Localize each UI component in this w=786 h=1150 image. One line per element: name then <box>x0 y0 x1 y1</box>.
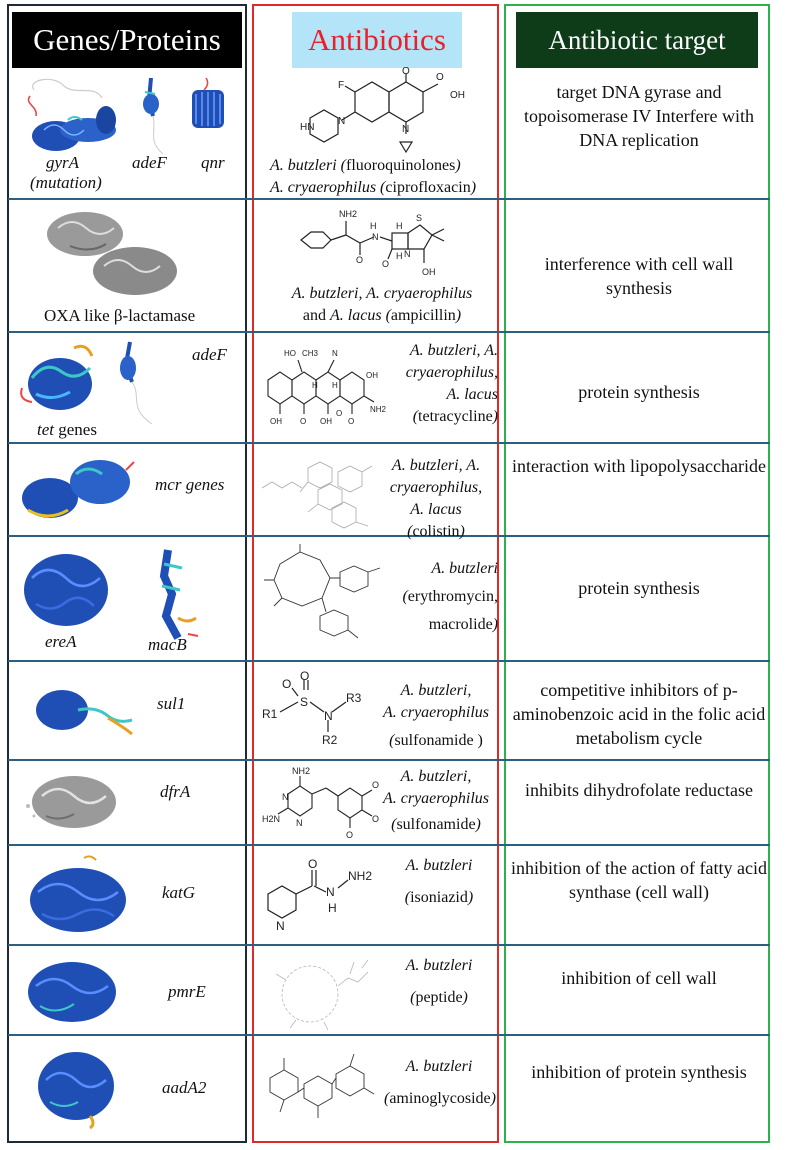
gene-label-qnr: qnr <box>201 153 225 172</box>
atom-label: OH <box>320 417 332 426</box>
atom-label: N <box>282 792 289 802</box>
erythromycin-structure <box>260 542 390 654</box>
protein-structure-pmre <box>18 952 128 1035</box>
atom-label: N <box>296 818 303 828</box>
atom-label: N <box>276 919 285 933</box>
atom-label: O <box>300 669 310 683</box>
atom-label: O <box>336 409 343 418</box>
gene-label-erea: ereA <box>45 632 77 651</box>
atom-label: H <box>396 221 403 231</box>
gene-label-pmre: pmrE <box>168 982 206 1001</box>
gene-label-sul1: sul1 <box>157 694 186 713</box>
atom-label: R1 <box>262 707 278 721</box>
aminoglycoside-structure <box>262 1044 378 1130</box>
atom-label: OH <box>366 371 378 380</box>
atom-label: O <box>402 66 410 77</box>
atom-label: O <box>346 830 354 840</box>
atom-label: O <box>436 72 444 83</box>
atom-label: R3 <box>346 691 362 705</box>
atom-label: N <box>402 124 410 135</box>
antibiotic-text-row8: A. butzleri (isoniazid) <box>404 857 474 906</box>
ampicillin-structure <box>296 205 466 280</box>
antibiotic-text-row1: A. butzleri (fluoroquinolones) A. cryaerophilus (ciprofloxacin) <box>270 157 477 196</box>
antibiotic-text-row2: A. butzleri, A. cryaerophilus and A. lacus (ampicillin) <box>291 285 473 324</box>
target-text-row9: inhibition of cell wall <box>561 968 717 988</box>
atom-label: O <box>356 255 364 265</box>
atom-label: O <box>282 677 292 691</box>
target-text-row8: inhibition of the action of fatty acid synthase (cell wall) <box>511 858 767 902</box>
antibiotic-text-row5: A. butzleri (erythromycin, macrolide) <box>402 560 498 633</box>
atom-label: H <box>328 901 337 915</box>
protein-structure-gyra <box>24 76 124 163</box>
tetracycline-structure <box>262 342 387 430</box>
antibiotic-text-row3: A. butzleri, A. cryaerophilus, A. lacus (tetracycline) <box>405 342 498 425</box>
atom-label: N <box>338 116 346 127</box>
protein-structure-erea <box>16 544 116 639</box>
target-text-row7: inhibits dihydrofolate reductase <box>525 780 753 800</box>
protein-structure-sul1 <box>28 674 138 745</box>
antibiotic-text-row4: A. butzleri, A. cryaerophilus, A. lacus (colistin) <box>389 457 483 540</box>
trimethoprim-structure <box>262 764 392 840</box>
atom-label: N <box>404 249 411 259</box>
protein-structure-dfra <box>18 766 138 845</box>
isoniazid-structure <box>262 854 372 934</box>
atom-label: CH3 <box>302 349 319 358</box>
target-text-row5: protein synthesis <box>578 578 700 598</box>
gene-label-macb: macB <box>148 635 187 654</box>
protein-structure-oxa <box>40 206 190 306</box>
ciprofloxacin-structure <box>300 66 470 157</box>
antibiotics-header: Antibiotics <box>292 12 462 68</box>
atom-label: O <box>382 259 390 269</box>
protein-structure-adef <box>133 76 173 161</box>
protein-structure-adef-2 <box>108 338 158 433</box>
atom-label: O <box>300 417 307 426</box>
atom-label: OH <box>422 267 436 277</box>
row-divider <box>8 660 770 662</box>
atom-label: H <box>312 381 318 390</box>
target-text-row10: inhibition of protein synthesis <box>531 1062 747 1082</box>
atom-label: O <box>372 780 380 790</box>
genes-header: Genes/Proteins <box>12 12 242 68</box>
row-divider <box>8 759 770 761</box>
gene-label-dfra: dfrA <box>160 782 191 801</box>
row-divider <box>8 331 770 333</box>
gene-label-katg: katG <box>162 883 196 902</box>
gene-label-aada2: aadA2 <box>162 1078 207 1097</box>
target-text-row1: target DNA gyrase and topoisomerase IV Interfere with DNA replication <box>523 82 755 150</box>
row-divider <box>8 442 770 444</box>
atom-label: HN <box>300 122 315 133</box>
atom-label: O <box>372 814 380 824</box>
sulfonamide-structure <box>262 669 372 752</box>
atom-label: H <box>332 381 338 390</box>
protein-structure-mcr <box>14 448 144 533</box>
gene-label-gyra: gyrA <box>46 153 80 172</box>
atom-label: H <box>370 221 377 231</box>
protein-structure-qnr <box>186 76 230 141</box>
antibiotic-text-row9: A. butzleri (peptide) <box>405 957 473 1006</box>
target-text-row4: interaction with lipopolysaccharide <box>512 456 766 476</box>
atom-label: NH2 <box>370 405 387 414</box>
atom-label: O <box>308 857 318 871</box>
atom-label: N <box>326 885 335 899</box>
atom-label: N <box>324 709 333 723</box>
target-text-row6: competitive inhibitors of p-aminobenzoic acid in the folic acid metabolism cycle <box>512 680 766 748</box>
antibiotic-text-row7: A. butzleri, A. cryaerophilus (sulfonamide) <box>382 768 490 833</box>
atom-label: F <box>338 80 345 91</box>
antibiotic-text-row6: A. butzleri, A. cryaerophilus (sulfonamide ) <box>382 682 490 749</box>
gene-label-mutation: (mutation) <box>30 173 102 192</box>
atom-label: NH2 <box>348 869 373 883</box>
atom-label: OH <box>450 90 465 101</box>
gene-label-adef-row3: adeF <box>192 345 227 364</box>
peptide-structure <box>266 950 378 1032</box>
atom-label: NH2 <box>292 766 311 776</box>
atom-label: H2N <box>262 814 281 824</box>
protein-structure-tet <box>18 338 108 425</box>
atom-label: NH2 <box>339 209 358 219</box>
atom-label: OH <box>270 417 282 426</box>
protein-structure-aada2 <box>30 1042 120 1137</box>
protein-structure-macb <box>148 546 208 649</box>
atom-label: N <box>372 232 379 242</box>
gene-label-tet: tet genes <box>37 420 97 439</box>
atom-label: N <box>332 349 338 358</box>
atom-label: S <box>416 213 423 223</box>
target-text-row2: interference with cell wall synthesis <box>544 254 734 298</box>
gene-label-adef: adeF <box>132 153 167 172</box>
colistin-structure <box>258 448 378 532</box>
gene-label-mcr: mcr genes <box>155 475 225 494</box>
antibiotic-text-row10: A. butzleri (aminoglycoside) <box>384 1058 496 1107</box>
gene-label-oxa: OXA like β-lactamase <box>44 306 196 325</box>
target-text-row3: protein synthesis <box>578 382 700 402</box>
atom-label: R2 <box>322 733 338 747</box>
target-header: Antibiotic target <box>516 12 758 68</box>
protein-structure-katg <box>18 852 138 945</box>
atom-label: H <box>396 251 403 261</box>
atom-label: S <box>300 695 309 709</box>
atom-label: O <box>348 417 355 426</box>
atom-label: HO <box>284 349 296 358</box>
